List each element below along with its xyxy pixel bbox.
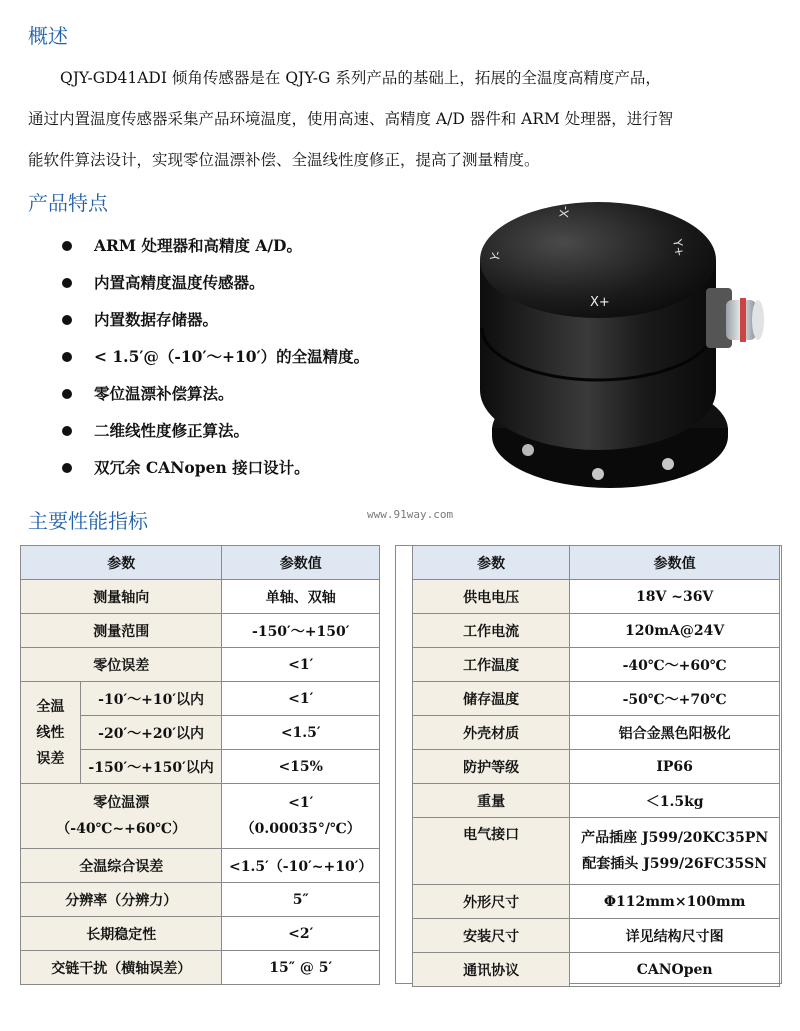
- axis-label-x-plus: X+: [590, 295, 610, 310]
- overview-line-1: QJY-GD41ADI 倾角传感器是在 QJY-G 系列产品的基础上，拓展的全温度高精度产品，: [60, 69, 661, 87]
- param-label: 全温综合误差: [21, 849, 222, 883]
- table-row: [413, 648, 780, 682]
- watermark: www.91way.com: [367, 508, 454, 521]
- param-value: 5″: [222, 883, 380, 917]
- param-value: 铝合金黑色阳极化: [570, 716, 780, 750]
- feature-text: 内置高精度温度传感器。: [94, 273, 265, 292]
- param-value: <15%: [222, 750, 380, 784]
- feature-item: [58, 454, 369, 491]
- param-label: 测量范围: [21, 614, 222, 648]
- group-label-line: 误差: [36, 750, 65, 767]
- table-row: [21, 580, 380, 614]
- param-label: 分辨率（分辨力）: [21, 883, 222, 917]
- param-label: 防护等级: [413, 750, 570, 784]
- feature-item: [58, 306, 369, 343]
- feature-text: < 1.5′@（-10′～+10′）的全温精度。: [94, 347, 370, 366]
- table-row: [413, 885, 780, 919]
- linearity-group-label: [21, 682, 81, 784]
- param-label: 工作电流: [413, 614, 570, 648]
- table-row: [21, 849, 380, 883]
- param-value: -40℃～+60℃: [570, 648, 780, 682]
- table-row: [21, 682, 380, 716]
- table-row: [21, 784, 380, 849]
- param-label: 供电电压: [413, 580, 570, 614]
- param-value-line: <1′: [288, 795, 314, 811]
- feature-text: 内置数据存储器。: [94, 310, 219, 329]
- bullet-icon: [62, 241, 72, 251]
- table-row: [413, 614, 780, 648]
- table-row: [413, 919, 780, 953]
- param-value-line: 配套插头 J599/26FC35SN: [582, 856, 768, 872]
- column-header-param: 参数: [21, 546, 222, 580]
- features-title: 产品特点: [28, 191, 108, 215]
- linearity-range: -20′～+20′以内: [80, 716, 222, 750]
- param-label: 零位误差: [21, 648, 222, 682]
- param-value: 18V ~36V: [570, 580, 780, 614]
- bullet-icon: [62, 389, 72, 399]
- param-value: CANOpen: [570, 953, 780, 987]
- param-value: -50℃～+70℃: [570, 682, 780, 716]
- param-label: 长期稳定性: [21, 917, 222, 951]
- table-row: [413, 580, 780, 614]
- param-value: 120mA@24V: [570, 614, 780, 648]
- param-value: [222, 784, 380, 849]
- param-label: [21, 784, 222, 849]
- spec-table-left: [20, 545, 380, 985]
- specs-title: 主要性能指标: [28, 509, 148, 533]
- axis-label-y-plus: Y+: [670, 238, 687, 258]
- table-header-row: [413, 546, 780, 580]
- feature-item: [58, 380, 369, 417]
- param-value: ＜1.5kg: [570, 784, 780, 818]
- axis-label-y-minus: Y-: [487, 248, 505, 264]
- column-header-value: 参数值: [570, 546, 780, 580]
- param-value-line: （0.00035°/℃）: [240, 821, 361, 837]
- spec-table-right: [412, 545, 780, 987]
- param-value: Φ112mm×100mm: [570, 885, 780, 919]
- table-row: [21, 883, 380, 917]
- param-label: 外壳材质: [413, 716, 570, 750]
- param-value-line: 产品插座 J599/20KC35PN: [581, 830, 769, 846]
- feature-text: 二维线性度修正算法。: [94, 421, 250, 440]
- tilt-sensor-photo-icon: [468, 200, 778, 490]
- param-label: 外形尺寸: [413, 885, 570, 919]
- param-value: <1′: [222, 648, 380, 682]
- bullet-icon: [62, 426, 72, 436]
- linearity-range: -10′～+10′以内: [80, 682, 222, 716]
- group-label-line: 线性: [36, 724, 65, 741]
- overview-line-3: 能软件算法设计，实现零位温漂补偿、全温线性度修正，提高了测量精度。: [28, 151, 540, 169]
- bullet-icon: [62, 278, 72, 288]
- param-label: 通讯协议: [413, 953, 570, 987]
- table-row: [21, 648, 380, 682]
- table-row: [21, 951, 380, 985]
- linearity-range: -150′～+150′以内: [80, 750, 222, 784]
- feature-item: [58, 232, 369, 269]
- column-header-param: 参数: [413, 546, 570, 580]
- feature-text: ARM 处理器和高精度 A/D。: [94, 236, 302, 255]
- table-row: [413, 716, 780, 750]
- param-value: <1.5′（-10′~+10′）: [222, 849, 380, 883]
- feature-item: [58, 343, 369, 380]
- table-row: [413, 953, 780, 987]
- param-value: <1.5′: [222, 716, 380, 750]
- column-header-value: 参数值: [222, 546, 380, 580]
- overview-line-2: 通过内置温度传感器采集产品环境温度，使用高速、高精度 A/D 器件和 ARM 处理器，进行智: [28, 110, 674, 128]
- bullet-icon: [62, 352, 72, 362]
- feature-text: 零位温漂补偿算法。: [94, 384, 234, 403]
- param-value: 15″ @ 5′: [222, 951, 380, 985]
- param-label: 测量轴向: [21, 580, 222, 614]
- param-value: 单轴、双轴: [222, 580, 380, 614]
- param-label-line: （-40℃~+60℃）: [56, 821, 187, 837]
- table-header-row: [21, 546, 380, 580]
- table-row: [21, 917, 380, 951]
- table-row: [413, 682, 780, 716]
- bullet-icon: [62, 315, 72, 325]
- param-value: [570, 818, 780, 885]
- table-row: [413, 750, 780, 784]
- param-label: 工作温度: [413, 648, 570, 682]
- feature-item: [58, 269, 369, 306]
- param-value: <2′: [222, 917, 380, 951]
- feature-text: 双冗余 CANopen 接口设计。: [94, 458, 310, 477]
- feature-list: [58, 232, 369, 491]
- param-label: 电气接口: [413, 818, 570, 885]
- param-label: 安装尺寸: [413, 919, 570, 953]
- param-value: IP66: [570, 750, 780, 784]
- param-value: -150′～+150′: [222, 614, 380, 648]
- group-label-line: 全温: [36, 698, 65, 715]
- param-value: <1′: [222, 682, 380, 716]
- param-label: 交链干扰（横轴误差）: [21, 951, 222, 985]
- overview-paragraph: [28, 58, 776, 181]
- axis-label-x-minus: X-: [557, 205, 573, 219]
- table-row: [413, 818, 780, 885]
- table-row: [413, 784, 780, 818]
- param-label-line: 零位温漂: [93, 795, 150, 811]
- param-label: 重量: [413, 784, 570, 818]
- bullet-icon: [62, 463, 72, 473]
- param-value: 详见结构尺寸图: [570, 919, 780, 953]
- overview-title: 概述: [28, 24, 68, 48]
- feature-item: [58, 417, 369, 454]
- table-row: [21, 614, 380, 648]
- param-label: 储存温度: [413, 682, 570, 716]
